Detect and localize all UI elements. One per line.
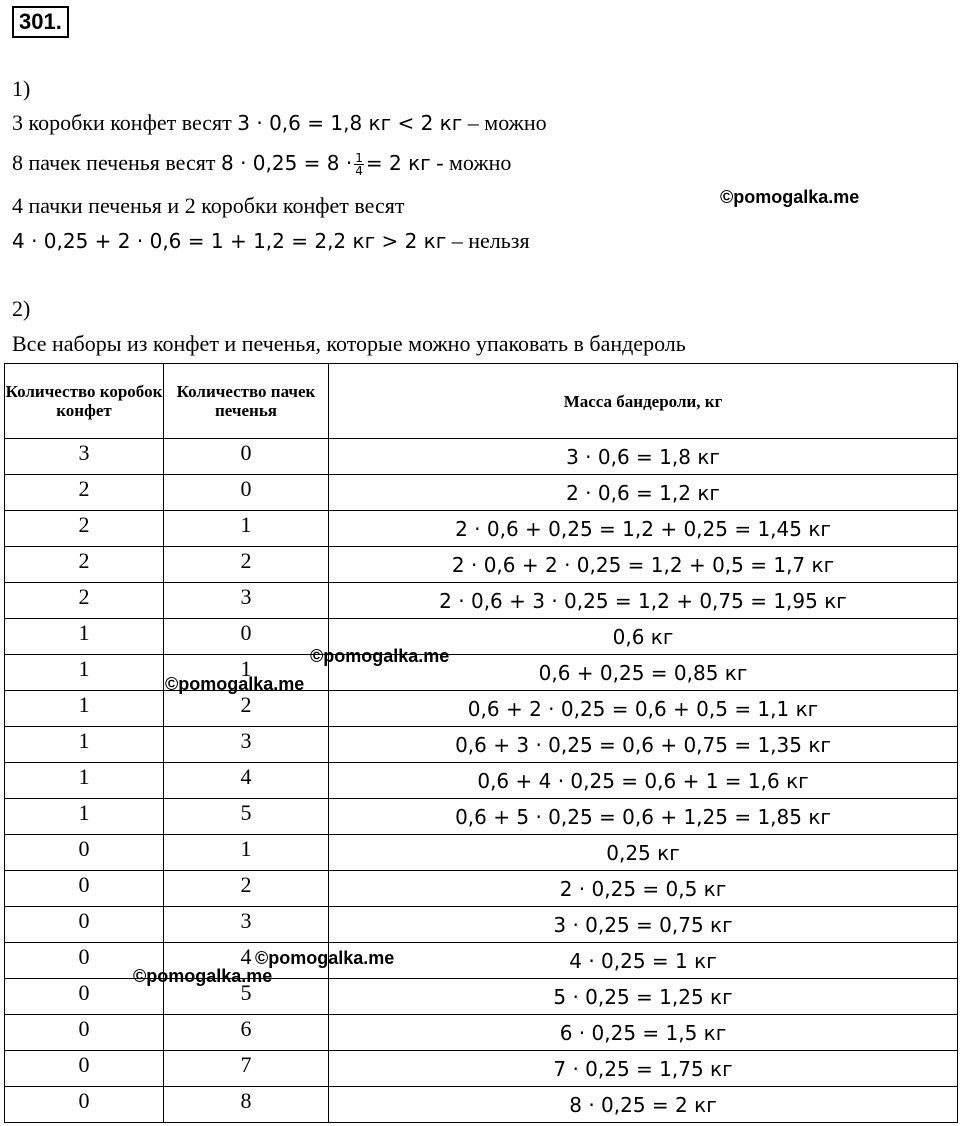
cell-candy-boxes: 2 — [5, 475, 164, 511]
cell-cookie-packs: 2 — [164, 691, 329, 727]
table-body — [5, 439, 958, 1123]
cell-candy-boxes: 2 — [5, 511, 164, 547]
table-row — [5, 691, 958, 727]
table-row — [5, 907, 958, 943]
cell-candy-boxes: 0 — [5, 979, 164, 1015]
cell-parcel-mass: 0,6 кг — [329, 619, 958, 655]
watermark: ©pomogalka.me — [310, 646, 450, 666]
table-row — [5, 655, 958, 691]
table-row — [5, 511, 958, 547]
cell-cookie-packs: 5 — [164, 979, 329, 1015]
cell-candy-boxes: 3 — [5, 439, 164, 475]
table-row — [5, 871, 958, 907]
line1-tail: – можно — [462, 110, 547, 135]
table-row — [5, 1087, 958, 1123]
cell-candy-boxes: 0 — [5, 871, 164, 907]
cell-candy-boxes: 0 — [5, 835, 164, 871]
cell-cookie-packs: 3 — [164, 583, 329, 619]
watermark: ©pomogalka.me — [720, 187, 860, 207]
cell-parcel-mass: 0,6 + 3 · 0,25 = 0,6 + 0,75 = 1,35 кг — [329, 727, 958, 763]
table-row — [5, 799, 958, 835]
cell-candy-boxes: 1 — [5, 691, 164, 727]
watermark: ©pomogalka.me — [255, 948, 395, 968]
table-row — [5, 763, 958, 799]
table-row — [5, 439, 958, 475]
cell-parcel-mass: 2 · 0,6 + 3 · 0,25 = 1,2 + 0,75 = 1,95 кг — [329, 583, 958, 619]
cell-candy-boxes: 1 — [5, 799, 164, 835]
cell-parcel-mass: 8 · 0,25 = 2 кг — [329, 1087, 958, 1123]
watermark: ©pomogalka.me — [133, 966, 273, 986]
table-header-row — [5, 364, 958, 439]
cell-parcel-mass: 0,6 + 0,25 = 0,85 кг — [329, 655, 958, 691]
cell-cookie-packs: 1 — [164, 511, 329, 547]
table-row — [5, 475, 958, 511]
cell-parcel-mass: 2 · 0,6 = 1,2 кг — [329, 475, 958, 511]
part1-line4 — [12, 228, 530, 254]
cell-candy-boxes: 2 — [5, 583, 164, 619]
cell-parcel-mass: 0,6 + 5 · 0,25 = 0,6 + 1,25 = 1,85 кг — [329, 799, 958, 835]
cell-cookie-packs: 1 — [164, 835, 329, 871]
cell-candy-boxes: 0 — [5, 943, 164, 979]
cell-candy-boxes: 0 — [5, 1015, 164, 1051]
cell-cookie-packs: 0 — [164, 439, 329, 475]
fraction-one-quarter — [354, 152, 364, 177]
cell-cookie-packs: 8 — [164, 1087, 329, 1123]
cell-parcel-mass: 6 · 0,25 = 1,5 кг — [329, 1015, 958, 1051]
cell-candy-boxes: 1 — [5, 727, 164, 763]
table-row — [5, 547, 958, 583]
cell-cookie-packs: 3 — [164, 907, 329, 943]
cell-candy-boxes: 1 — [5, 763, 164, 799]
cell-parcel-mass: 7 · 0,25 = 1,75 кг — [329, 1051, 958, 1087]
line4-math: 4 · 0,25 + 2 · 0,6 = 1 + 1,2 = 2,2 кг > 2 кг — [12, 229, 447, 253]
cell-cookie-packs: 6 — [164, 1015, 329, 1051]
cell-parcel-mass: 5 · 0,25 = 1,25 кг — [329, 979, 958, 1015]
cell-cookie-packs: 7 — [164, 1051, 329, 1087]
line4-tail: – нельзя — [446, 228, 530, 253]
cell-cookie-packs: 4 — [164, 943, 329, 979]
part1-line1 — [12, 110, 547, 136]
part2-intro: Все наборы из конфет и печенья, которые можно упаковать в бандероль — [12, 331, 686, 356]
line2-text: 8 пачек печенья весят — [12, 150, 221, 175]
cell-cookie-packs: 5 — [164, 799, 329, 835]
part2-label: 2) — [12, 296, 31, 321]
table-row — [5, 583, 958, 619]
cell-parcel-mass: 2 · 0,6 + 2 · 0,25 = 1,2 + 0,5 = 1,7 кг — [329, 547, 958, 583]
cell-cookie-packs: 0 — [164, 475, 329, 511]
cell-parcel-mass: 4 · 0,25 = 1 кг — [329, 943, 958, 979]
fraction-numerator: 1 — [355, 151, 363, 166]
cell-candy-boxes: 0 — [5, 1087, 164, 1123]
line2-math-a: 8 · 0,25 = 8 · — [221, 151, 353, 175]
cell-cookie-packs: 3 — [164, 727, 329, 763]
cell-cookie-packs: 0 — [164, 619, 329, 655]
cell-candy-boxes: 0 — [5, 1051, 164, 1087]
cell-parcel-mass: 2 · 0,25 = 0,5 кг — [329, 871, 958, 907]
cell-parcel-mass: 0,6 + 4 · 0,25 = 0,6 + 1 = 1,6 кг — [329, 763, 958, 799]
problem-number: 301. — [12, 6, 69, 38]
cell-cookie-packs: 2 — [164, 871, 329, 907]
cell-parcel-mass: 3 · 0,6 = 1,8 кг — [329, 439, 958, 475]
part1-line2 — [12, 150, 511, 177]
cell-cookie-packs: 2 — [164, 547, 329, 583]
cell-parcel-mass: 0,25 кг — [329, 835, 958, 871]
header-parcel-mass: Масса бандероли, кг — [329, 364, 958, 439]
part1-line3: 4 пачки печенья и 2 коробки конфет весят — [12, 193, 405, 218]
line1-math: 3 · 0,6 = 1,8 кг < 2 кг — [237, 111, 463, 135]
cell-parcel-mass: 0,6 + 2 · 0,25 = 0,6 + 0,5 = 1,1 кг — [329, 691, 958, 727]
cell-candy-boxes: 0 — [5, 907, 164, 943]
line2-math-b: = 2 кг — [365, 151, 431, 175]
table-row — [5, 727, 958, 763]
part1-label: 1) — [12, 76, 31, 101]
cell-parcel-mass: 3 · 0,25 = 0,75 кг — [329, 907, 958, 943]
table-row — [5, 1051, 958, 1087]
line2-tail: - можно — [430, 150, 512, 175]
fraction-denominator: 4 — [355, 164, 363, 179]
line1-text: 3 коробки конфет весят — [12, 110, 238, 135]
cell-candy-boxes: 1 — [5, 619, 164, 655]
cell-cookie-packs: 1 — [164, 655, 329, 691]
table-row — [5, 1015, 958, 1051]
cell-cookie-packs: 4 — [164, 763, 329, 799]
table-row — [5, 619, 958, 655]
cell-parcel-mass: 2 · 0,6 + 0,25 = 1,2 + 0,25 = 1,45 кг — [329, 511, 958, 547]
watermark: ©pomogalka.me — [165, 674, 305, 694]
cell-candy-boxes: 2 — [5, 547, 164, 583]
cell-candy-boxes: 1 — [5, 655, 164, 691]
header-cookie-packs: Количество пачек печенья — [164, 364, 329, 439]
table-row — [5, 835, 958, 871]
parcel-table — [4, 363, 958, 1123]
header-candy-boxes: Количество коробок конфет — [5, 364, 164, 439]
